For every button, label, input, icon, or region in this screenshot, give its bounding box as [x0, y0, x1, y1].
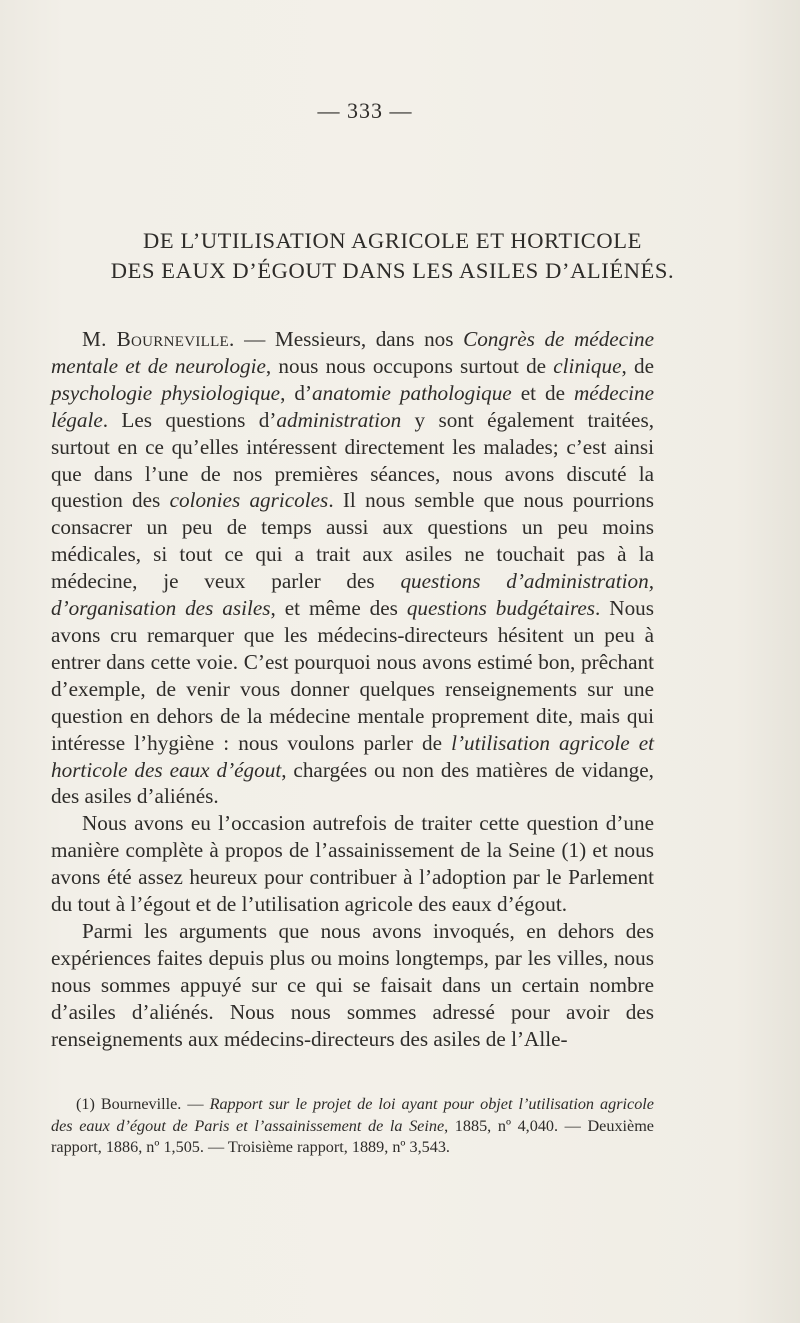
- emphasis: l’utilisation agricole et horticole des eaux d’égout: [51, 730, 654, 782]
- speaker-name: M. Bourneville.: [82, 327, 235, 351]
- emphasis: Congrès de médecine mentale et de neurologie: [51, 327, 654, 378]
- footnote: [51, 1094, 654, 1159]
- paragraph-2: Nous avons eu l’occasion autrefois de traiter cette question d’une manière complète à propos de l’assainissement de la Seine (1) et nous avons été assez heureux pour contribuer à l’adoption par le Parlement du tout à l’égout et de l’utilisation agricole des eaux d’égout.: [51, 811, 654, 917]
- paragraph-1: M. Bourneville. — Messieurs, dans nos Congrès de médecine mentale et de neurologie, nous nous occupons surtout de clinique, de psychologie physiologique, d’anatomie pathologique et de médecine légale. Les questions d’administration y sont également traitées, surtout en ce qu’elles intéressent directement les malades; c’est ainsi que dans l’une de nos premières séances, nous avons discuté la question des colonies agricoles. Il nous semble que nous pourrions consacrer un peu de temps aussi aux questions un peu moins médicales, si tout ce qui a trait aux asiles ne touchait pas à la médecine, je veux parler des questions d’administration, d’organisation des asiles, et même des questions budgétaires. Nous avons cru remarquer que les médecins-directeurs hésitent un peu à entrer dans cette voie. C’est pourquoi nous avons estimé bon, prêchant d’exemple, de venir vous donner quelques renseignements sur une question en dehors de la médecine mentale proprement dite, mais qui intéresse l’hygiène : nous voulons parler de l’utilisation agricole et horticole des eaux d’égout, chargées ou non des matières de vidange, des asiles d’aliénés.: [51, 327, 654, 809]
- emphasis: questions budgétaires: [406, 596, 596, 621]
- emphasis: questions d’administration, d’organisation des asiles: [51, 569, 654, 621]
- emphasis: médecine légale: [51, 380, 654, 432]
- emphasis: administration: [276, 407, 402, 432]
- paragraph-3: Parmi les arguments que nous avons invoqués, en dehors des expériences faites depuis plus ou moins longtemps, par les villes, nous nous sommes appuyé sur ce qui se faisait dans un certain nombre d’asiles d’aliénés. Nous nous sommes adressé pour avoir des renseignements aux médecins-directeurs des asiles de l’Alle-: [51, 918, 654, 1051]
- page-number: — 333 —: [317, 98, 413, 123]
- emphasis: anatomie pathologique: [312, 380, 512, 405]
- emphasis: colonies agricoles: [169, 488, 329, 513]
- footnote-text: (1) Bourneville. — Rapport sur le projet de loi ayant pour objet l’utilisation agricole des eaux d’égout de Paris et l’assainissement de la Seine, 1885, nº 4,040. — Deuxième rapport, 1886, nº 1,505. — Troisième rapport, 1889, nº 3,543.: [51, 1095, 654, 1156]
- emphasis: psychologie physiologique: [51, 380, 281, 405]
- title-line-2: DES EAUX D’ÉGOUT DANS LES ASILES D’ALIÉNÉS.: [110, 258, 675, 283]
- title-line-1: DE L’UTILISATION AGRICOLE ET HORTICOLE: [143, 228, 642, 253]
- body-text: [51, 326, 654, 1052]
- footnote-title: Rapport sur le projet de loi ayant pour objet l’utilisation agricole des eaux d’égout de Paris et l’assainissement de la Seine: [51, 1095, 654, 1135]
- emphasis: clinique: [553, 353, 622, 378]
